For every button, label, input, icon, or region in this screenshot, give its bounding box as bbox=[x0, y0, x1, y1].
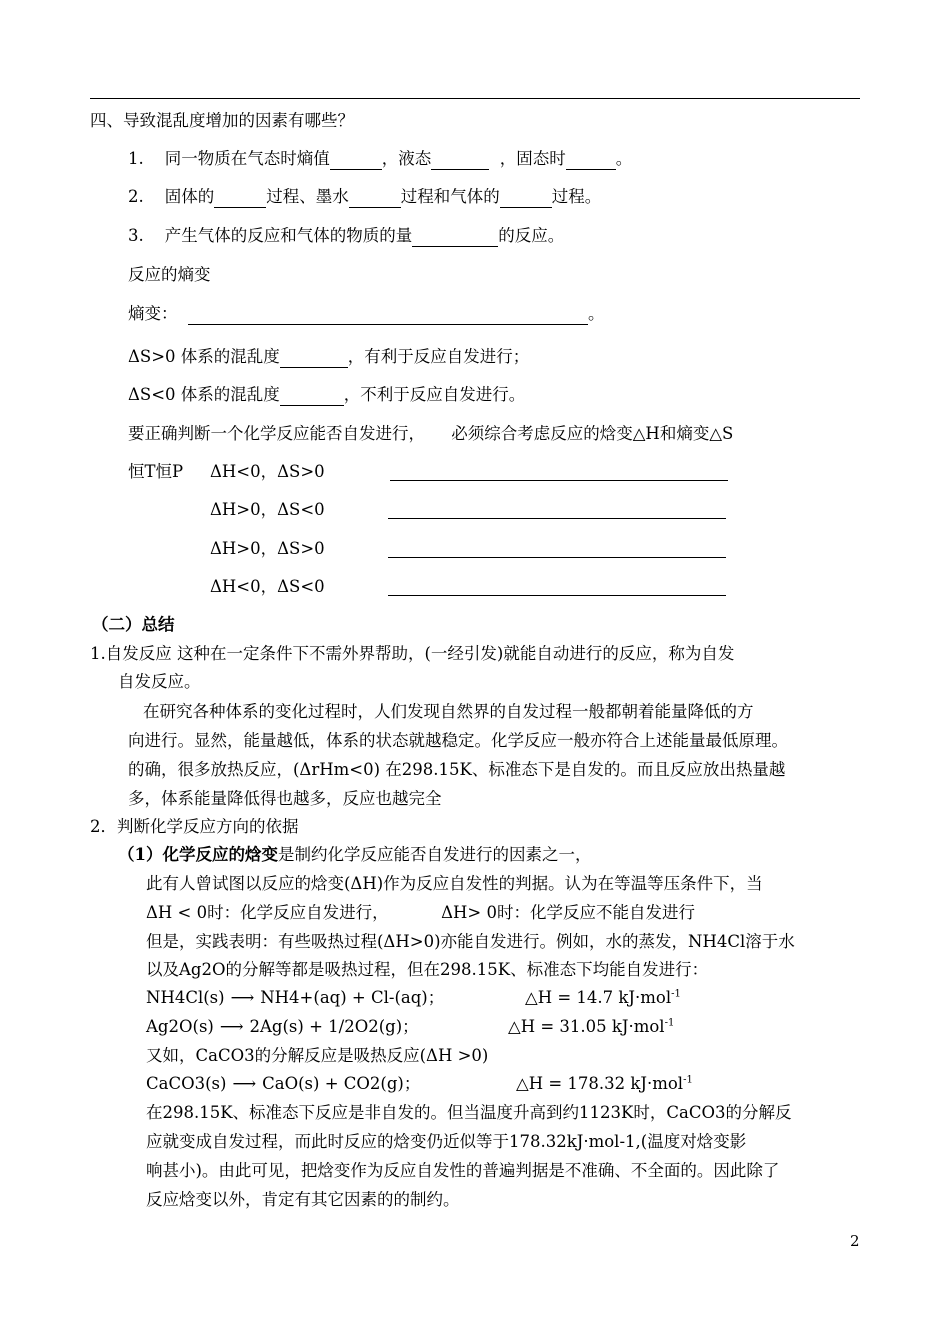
enthalpy-line1: 此有人曾试图以反应的焓变(ΔH)作为反应自发性的判据。认为在等温等压条件下，当 bbox=[146, 874, 763, 893]
summary-p2-line4: 多，体系能量降低得也越多，反应也越完全 bbox=[128, 789, 442, 808]
top-rule bbox=[90, 98, 860, 99]
case-4-line bbox=[388, 595, 726, 596]
judge-line: 要正确判断一个化学反应能否自发进行， 必须综合考虑反应的焓变△H和熵变△S bbox=[128, 424, 734, 443]
arrow-icon: ⟶ bbox=[219, 1017, 244, 1036]
enthalpy-line4: 以及Ag2O的分解等都是吸热过程，但在298.15K、标准态下均能自发进行： bbox=[146, 960, 709, 979]
page-number: 2 bbox=[850, 1232, 860, 1250]
summary-p2-line2: 向进行。显然，能量越低，体系的状态就越稳定。化学反应一般亦符合上述能量最低原理。 bbox=[128, 731, 788, 750]
entropy-change-title: 反应的熵变 bbox=[128, 265, 211, 284]
summary-p2-line1: 在研究各种体系的变化过程时，人们发现自然界的自发过程一般都朝着能量降低的方 bbox=[143, 702, 754, 721]
equation-2-dh: △H = 31.05 kJ·mol$^{-1}$ bbox=[508, 1017, 675, 1036]
equation-3-dh: △H = 178.32 kJ·mol$^{-1}$ bbox=[516, 1074, 693, 1093]
const-tp-label: 恒T恒P bbox=[128, 462, 184, 481]
case-1: ΔH<0，ΔS>0 bbox=[210, 462, 325, 481]
equation-3: CaCO3(s) ⟶ CaO(s) + CO2(g)； bbox=[146, 1074, 421, 1093]
equation-1-dh: △H = 14.7 kJ·mol$^{-1}$ bbox=[525, 988, 681, 1007]
item-1: 1. 同一物质在气态时熵值 ，液态 ，固态时 。 bbox=[128, 149, 633, 168]
equation-1: NH4Cl(s) ⟶ NH4+(aq) + Cl-(aq)； bbox=[146, 988, 445, 1007]
enthalpy-subheading: （1）化学反应的焓变是制约化学反应能否自发进行的因素之一， bbox=[118, 845, 592, 864]
enthalpy-line3: 但是，实践表明：有些吸热过程(ΔH>0)亦能自发进行。例如，水的蒸发，NH4Cl溶于水 bbox=[146, 932, 795, 951]
enthalpy-line2: ΔH < 0时：化学反应自发进行， ΔH> 0时：化学反应不能自发进行 bbox=[146, 903, 695, 922]
entropy-definition: 熵变： 。 bbox=[128, 304, 605, 323]
caco3-intro: 又如，CaCO3的分解反应是吸热反应(ΔH >0) bbox=[146, 1046, 489, 1065]
summary-p1-line1: 1.自发反应 这种在一定条件下不需外界帮助，(一经引发)就能自动进行的反应，称为自发 bbox=[90, 644, 735, 663]
conclusion-line1: 在298.15K、标准态下反应是非自发的。但当温度升高到约1123K时，CaCO3的分解反 bbox=[146, 1103, 792, 1122]
item-2: 2. 固体的 过程、墨水 过程和气体的 过程。 bbox=[128, 187, 602, 206]
arrow-icon: ⟶ bbox=[232, 1074, 257, 1093]
case-2-line bbox=[388, 518, 726, 519]
case-3-line bbox=[388, 557, 726, 558]
summary-heading: （二）总结 bbox=[92, 615, 175, 634]
criteria-heading: 2．判断化学反应方向的依据 bbox=[90, 817, 299, 836]
delta-s-positive: ΔS>0 体系的混乱度 ，有利于反应自发进行； bbox=[128, 347, 530, 366]
case-2: ΔH>0，ΔS<0 bbox=[210, 500, 325, 519]
equation-2: Ag2O(s) ⟶ 2Ag(s) + 1/2O2(g)； bbox=[146, 1017, 419, 1036]
section-heading: 四、导致混乱度增加的因素有哪些？ bbox=[90, 111, 354, 130]
case-1-line bbox=[390, 480, 728, 481]
case-3: ΔH>0，ΔS>0 bbox=[210, 539, 325, 558]
arrow-icon: ⟶ bbox=[230, 988, 255, 1007]
conclusion-line4: 反应焓变以外，肯定有其它因素的的制约。 bbox=[146, 1190, 460, 1209]
case-4: ΔH<0，ΔS<0 bbox=[210, 577, 325, 596]
summary-p2-line3: 的确，很多放热反应，(ΔrHm<0) 在298.15K、标准态下是自发的。而且反应放出热量越 bbox=[128, 760, 786, 779]
conclusion-line2: 应就变成自发过程，而此时反应的焓变仍近似等于178.32kJ·mol-1,(温度对焓变影 bbox=[146, 1132, 747, 1151]
summary-p1-line2: 自发反应。 bbox=[118, 672, 201, 691]
item-3: 3. 产生气体的反应和气体的物质的量 的反应。 bbox=[128, 226, 565, 245]
conclusion-line3: 响甚小)。由此可见，把焓变作为反应自发性的普遍判据是不准确、不全面的。因此除了 bbox=[146, 1161, 780, 1180]
delta-s-negative: ΔS<0 体系的混乱度 ，不利于反应自发进行。 bbox=[128, 385, 526, 404]
